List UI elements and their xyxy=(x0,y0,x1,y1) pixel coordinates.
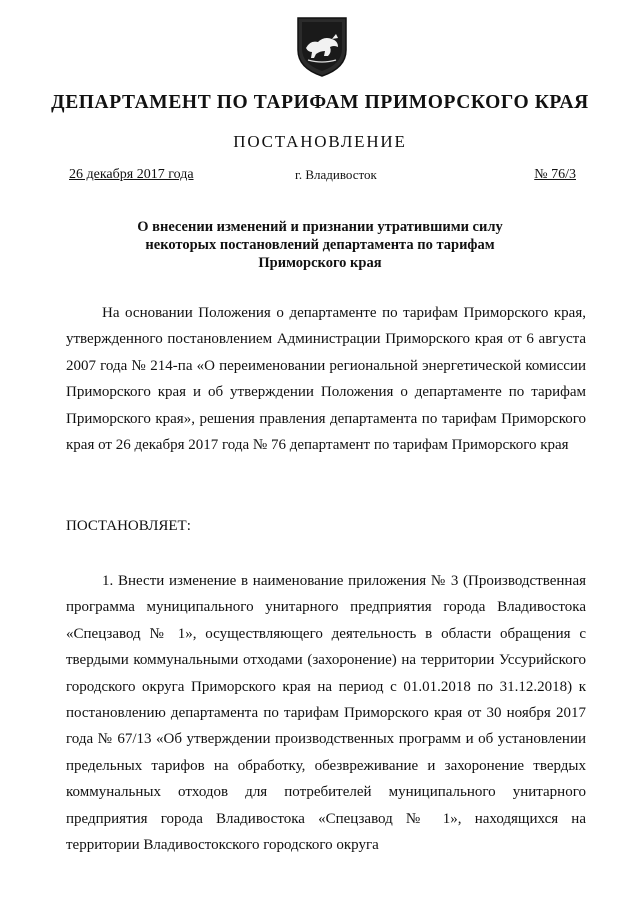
document-subject xyxy=(100,218,540,272)
decree-word: ПОСТАНОВЛЯЕТ: xyxy=(66,518,191,534)
department-title: ДЕПАРТАМЕНТ ПО ТАРИФАМ ПРИМОРСКОГО КРАЯ xyxy=(51,92,589,113)
subject-line: Приморского края xyxy=(258,255,382,271)
document-date: 26 декабря 2017 года xyxy=(69,167,194,182)
item-1-paragraph: 1. Внести изменение в наименование приложения № 3 (Производственная программа муниципального унитарного предприятия города Владивостока «Спецзавод № 1», осуществляющего деятельность в области обращения с твердыми коммунальными отходами (захоронение) на территории Уссурийского городского округа Приморского края на период с 01.01.2018 по 31.12.2018) к постановлению департамента по тарифам Приморского края от 30 ноября 2017 года № 67/13 «Об утверждении производственных программ и об установлении предельных тарифов на обработку, обезвреживание и захоронение твердых коммунальных отходов для потребителей муниципального унитарного предприятия города Владивостока «Спецзавод № 1», находящихся на территории Владивостокского городского округа xyxy=(66,573,586,854)
document-number: № 76/3 xyxy=(534,167,576,182)
basis-paragraph: На основании Положения о департаменте по тарифам Приморского края, утвержденного постановлением Администрации Приморского края от 6 августа 2007 года № 214-па «О переименовании региональной энергетической комиссии Приморского края и об утверждении Положения о департаменте по тарифам Приморского края», решения правления департамента по тарифам Приморского края от 26 декабря 2017 года № 76 департамент по тарифам Приморского края xyxy=(66,305,586,454)
coat-of-arms-icon xyxy=(294,14,350,78)
document-city: г. Владивосток xyxy=(295,167,377,182)
subject-line: О внесении изменений и признании утратившими силу xyxy=(137,219,503,235)
document-type: ПОСТАНОВЛЕНИЕ xyxy=(233,132,407,151)
subject-line: некоторых постановлений департамента по тарифам xyxy=(145,237,495,253)
